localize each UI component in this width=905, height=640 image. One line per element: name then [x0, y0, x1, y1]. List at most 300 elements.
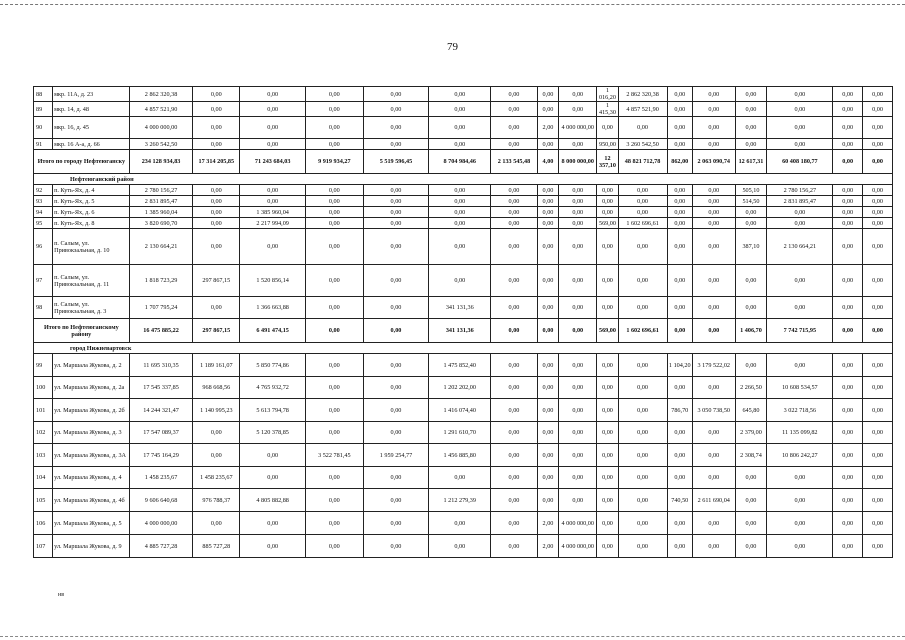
value-cell: 569,00 [597, 218, 618, 229]
table-row [34, 196, 893, 207]
address-cell: ул. Маршала Жукова, д. 3 [53, 422, 130, 444]
total-value-cell: 12 617,31 [735, 150, 767, 174]
page-number: 79 [447, 41, 458, 53]
value-cell: 0,00 [240, 117, 306, 139]
value-cell: 0,00 [537, 377, 558, 399]
total-label-cell: Итого по Нефтеюганскому району [34, 319, 130, 343]
value-cell: 0,00 [193, 218, 240, 229]
value-cell: 3 260 542,50 [129, 139, 193, 150]
value-cell: 0,00 [491, 489, 538, 512]
value-cell: 0,00 [833, 354, 863, 377]
address-cell: мкр. 11А, д. 23 [53, 87, 130, 102]
value-cell: 0,00 [193, 512, 240, 535]
value-cell: 0,00 [240, 444, 306, 467]
value-cell: 1 385 960,04 [240, 207, 306, 218]
value-cell: 0,00 [767, 467, 833, 489]
value-cell: 0,00 [693, 117, 736, 139]
value-cell: 0,00 [491, 218, 538, 229]
value-cell: 0,00 [537, 87, 558, 102]
value-cell: 4 000 000,00 [559, 535, 597, 558]
value-cell: 0,00 [491, 512, 538, 535]
address-cell: п. Куть-Ях, д. 4 [53, 185, 130, 196]
table-row [34, 444, 893, 467]
value-cell: 0,00 [667, 512, 693, 535]
value-cell: 0,00 [429, 139, 491, 150]
total-label-cell: Итого по городу Нефтеюганску [34, 150, 130, 174]
address-cell: п. Салым, ул. Привокзальная, д. 11 [53, 265, 130, 297]
value-cell: 0,00 [363, 87, 429, 102]
total-value-cell: 6 491 474,15 [240, 319, 306, 343]
value-cell: 0,00 [491, 297, 538, 319]
value-cell: 0,00 [735, 117, 767, 139]
value-cell: 0,00 [559, 399, 597, 422]
value-cell: 0,00 [193, 102, 240, 117]
value-cell: 0,00 [491, 265, 538, 297]
address-cell: п. Куть-Ях, д. 5 [53, 196, 130, 207]
value-cell: 0,00 [833, 185, 863, 196]
total-row [34, 150, 893, 174]
value-cell: 17 545 337,85 [129, 377, 193, 399]
address-cell: ул. Маршала Жукова, д. 4 [53, 467, 130, 489]
value-cell: 0,00 [491, 185, 538, 196]
value-cell: 0,00 [363, 467, 429, 489]
value-cell: 0,00 [429, 196, 491, 207]
value-cell: 0,00 [667, 422, 693, 444]
total-value-cell: 7 742 715,95 [767, 319, 833, 343]
value-cell: 0,00 [735, 535, 767, 558]
value-cell: 0,00 [833, 102, 863, 117]
value-cell: 2 611 690,04 [693, 489, 736, 512]
value-cell: 0,00 [363, 422, 429, 444]
value-cell: 0,00 [306, 185, 363, 196]
value-cell: 0,00 [833, 196, 863, 207]
value-cell: 0,00 [306, 265, 363, 297]
value-cell: 14 244 321,47 [129, 399, 193, 422]
value-cell: 0,00 [618, 377, 667, 399]
value-cell: 0,00 [491, 467, 538, 489]
table-row [34, 207, 893, 218]
value-cell: 0,00 [667, 185, 693, 196]
address-cell: п. Куть-Ях, д. 6 [53, 207, 130, 218]
value-cell: 0,00 [863, 185, 893, 196]
value-cell: 2,00 [537, 535, 558, 558]
total-value-cell: 0,00 [306, 319, 363, 343]
value-cell: 0,00 [559, 489, 597, 512]
value-cell: 0,00 [693, 512, 736, 535]
row-number-cell: 94 [34, 207, 53, 218]
value-cell: 0,00 [537, 422, 558, 444]
total-row [34, 319, 893, 343]
value-cell: 0,00 [491, 207, 538, 218]
value-cell: 0,00 [559, 229, 597, 265]
total-value-cell: 0,00 [833, 319, 863, 343]
value-cell: 0,00 [735, 218, 767, 229]
row-number-cell: 99 [34, 354, 53, 377]
table-row [34, 102, 893, 117]
value-cell: 0,00 [240, 185, 306, 196]
value-cell: 3 022 718,56 [767, 399, 833, 422]
value-cell: 0,00 [735, 207, 767, 218]
value-cell: 4 000 000,00 [129, 117, 193, 139]
value-cell: 0,00 [863, 87, 893, 102]
row-number-cell: 106 [34, 512, 53, 535]
value-cell: 0,00 [240, 87, 306, 102]
value-cell: 1 104,20 [667, 354, 693, 377]
total-value-cell: 17 314 205,85 [193, 150, 240, 174]
value-cell: 2 831 895,47 [767, 196, 833, 207]
value-cell: 0,00 [735, 87, 767, 102]
value-cell: 11 135 099,82 [767, 422, 833, 444]
value-cell: 0,00 [559, 139, 597, 150]
value-cell: 0,00 [667, 535, 693, 558]
value-cell: 2 780 156,27 [129, 185, 193, 196]
value-cell: 0,00 [863, 377, 893, 399]
value-cell: 1 458 235,67 [129, 467, 193, 489]
value-cell: 0,00 [193, 139, 240, 150]
value-cell: 0,00 [767, 512, 833, 535]
table-row [34, 399, 893, 422]
value-cell: 0,00 [193, 87, 240, 102]
value-cell: 0,00 [306, 196, 363, 207]
value-cell: 0,00 [833, 117, 863, 139]
value-cell: 2 130 664,21 [129, 229, 193, 265]
row-number-cell: 93 [34, 196, 53, 207]
value-cell: 4 000 000,00 [129, 512, 193, 535]
row-number-cell: 90 [34, 117, 53, 139]
value-cell: 0,00 [735, 139, 767, 150]
value-cell: 1 818 723,29 [129, 265, 193, 297]
value-cell: 0,00 [429, 207, 491, 218]
value-cell: 1 212 279,39 [429, 489, 491, 512]
row-number-cell: 98 [34, 297, 53, 319]
value-cell: 0,00 [693, 377, 736, 399]
total-value-cell: 12 357,10 [597, 150, 618, 174]
value-cell: 0,00 [767, 117, 833, 139]
total-value-cell: 341 131,36 [429, 319, 491, 343]
row-number-cell: 91 [34, 139, 53, 150]
value-cell: 1 385 960,04 [129, 207, 193, 218]
value-cell: 0,00 [693, 139, 736, 150]
value-cell: 0,00 [667, 297, 693, 319]
value-cell: 0,00 [693, 422, 736, 444]
value-cell: 0,00 [363, 399, 429, 422]
row-number-cell: 101 [34, 399, 53, 422]
value-cell: 0,00 [491, 399, 538, 422]
value-cell: 0,00 [363, 218, 429, 229]
total-value-cell: 297 867,15 [193, 319, 240, 343]
table-row [34, 512, 893, 535]
section-header-row [34, 343, 893, 354]
value-cell: 0,00 [618, 196, 667, 207]
value-cell: 0,00 [618, 185, 667, 196]
value-cell: 0,00 [537, 207, 558, 218]
total-value-cell: 1 602 696,61 [618, 319, 667, 343]
value-cell: 0,00 [693, 102, 736, 117]
value-cell: 0,00 [306, 102, 363, 117]
value-cell: 0,00 [767, 207, 833, 218]
value-cell: 0,00 [667, 117, 693, 139]
value-cell: 0,00 [559, 265, 597, 297]
address-cell: ул. Маршала Жукова, д. 2 [53, 354, 130, 377]
total-value-cell: 16 475 885,22 [129, 319, 193, 343]
value-cell: 2 266,50 [735, 377, 767, 399]
value-cell: 0,00 [693, 207, 736, 218]
table-row [34, 422, 893, 444]
value-cell: 5 850 774,86 [240, 354, 306, 377]
value-cell: 0,00 [735, 297, 767, 319]
value-cell: 0,00 [693, 196, 736, 207]
value-cell: 2,00 [537, 512, 558, 535]
value-cell: 0,00 [193, 207, 240, 218]
value-cell: 3 179 522,02 [693, 354, 736, 377]
value-cell: 0,00 [559, 102, 597, 117]
value-cell: 11 695 310,35 [129, 354, 193, 377]
value-cell: 0,00 [363, 229, 429, 265]
value-cell: 0,00 [537, 196, 558, 207]
value-cell: 4 857 521,90 [618, 102, 667, 117]
row-number-cell: 103 [34, 444, 53, 467]
value-cell: 0,00 [863, 196, 893, 207]
value-cell: 885 727,28 [193, 535, 240, 558]
value-cell: 0,00 [767, 139, 833, 150]
value-cell: 0,00 [363, 117, 429, 139]
address-cell: п. Куть-Ях, д. 8 [53, 218, 130, 229]
value-cell: 976 788,37 [193, 489, 240, 512]
value-cell: 0,00 [767, 102, 833, 117]
table-row [34, 535, 893, 558]
table-row [34, 297, 893, 319]
value-cell: 0,00 [667, 102, 693, 117]
value-cell: 0,00 [618, 117, 667, 139]
value-cell: 0,00 [863, 265, 893, 297]
value-cell: 10 608 534,57 [767, 377, 833, 399]
scan-edge-bottom [0, 636, 905, 638]
value-cell: 0,00 [537, 354, 558, 377]
value-cell: 0,00 [429, 185, 491, 196]
value-cell: 0,00 [863, 218, 893, 229]
value-cell: 0,00 [491, 196, 538, 207]
address-cell: ул. Маршала Жукова, д. 4б [53, 489, 130, 512]
scan-edge-top [0, 4, 905, 6]
value-cell: 0,00 [306, 399, 363, 422]
value-cell: 0,00 [833, 512, 863, 535]
value-cell: 0,00 [491, 229, 538, 265]
value-cell: 0,00 [306, 117, 363, 139]
value-cell: 0,00 [863, 117, 893, 139]
total-value-cell: 0,00 [559, 319, 597, 343]
value-cell: 0,00 [491, 354, 538, 377]
value-cell: 1 291 610,70 [429, 422, 491, 444]
value-cell: 1 416 074,40 [429, 399, 491, 422]
value-cell: 0,00 [363, 354, 429, 377]
value-cell: 968 668,56 [193, 377, 240, 399]
table-row [34, 489, 893, 512]
value-cell: 0,00 [597, 512, 618, 535]
value-cell: 0,00 [537, 489, 558, 512]
total-value-cell: 2 133 545,48 [491, 150, 538, 174]
value-cell: 0,00 [833, 218, 863, 229]
row-number-cell: 97 [34, 265, 53, 297]
value-cell: 0,00 [559, 218, 597, 229]
value-cell: 0,00 [429, 218, 491, 229]
value-cell: 0,00 [306, 354, 363, 377]
total-value-cell: 48 821 712,78 [618, 150, 667, 174]
value-cell: 0,00 [833, 139, 863, 150]
value-cell: 0,00 [618, 512, 667, 535]
value-cell: 0,00 [363, 489, 429, 512]
value-cell: 0,00 [240, 102, 306, 117]
value-cell: 0,00 [667, 467, 693, 489]
row-number-cell: 107 [34, 535, 53, 558]
table-row [34, 229, 893, 265]
value-cell: 0,00 [693, 444, 736, 467]
value-cell: 0,00 [597, 489, 618, 512]
value-cell: 0,00 [833, 377, 863, 399]
value-cell: 0,00 [597, 229, 618, 265]
address-cell: п. Салым, ул. Привокзальная, д. 3 [53, 297, 130, 319]
value-cell: 297 867,15 [193, 265, 240, 297]
value-cell: 0,00 [306, 139, 363, 150]
value-cell: 9 606 640,68 [129, 489, 193, 512]
value-cell: 0,00 [735, 102, 767, 117]
value-cell: 0,00 [767, 218, 833, 229]
value-cell: 0,00 [693, 229, 736, 265]
address-cell: ул. Маршала Жукова, д. 3А [53, 444, 130, 467]
value-cell: 341 131,36 [429, 297, 491, 319]
value-cell: 1 520 856,14 [240, 265, 306, 297]
value-cell: 3 820 690,70 [129, 218, 193, 229]
value-cell: 0,00 [735, 265, 767, 297]
value-cell: 3 260 542,50 [618, 139, 667, 150]
value-cell: 0,00 [537, 265, 558, 297]
address-cell: ул. Маршала Жукова, д. 2а [53, 377, 130, 399]
value-cell: 0,00 [363, 185, 429, 196]
total-value-cell: 5 519 596,45 [363, 150, 429, 174]
value-cell: 17 745 164,29 [129, 444, 193, 467]
value-cell: 2 780 156,27 [767, 185, 833, 196]
value-cell: 0,00 [363, 512, 429, 535]
value-cell: 0,00 [618, 422, 667, 444]
value-cell: 0,00 [429, 535, 491, 558]
section-header-row [34, 174, 893, 185]
value-cell: 0,00 [618, 467, 667, 489]
value-cell: 0,00 [306, 297, 363, 319]
value-cell: 1 202 202,00 [429, 377, 491, 399]
address-cell: ул. Маршала Жукова, д. 5 [53, 512, 130, 535]
value-cell: 0,00 [667, 87, 693, 102]
value-cell: 0,00 [491, 377, 538, 399]
value-cell: 4 000 000,00 [559, 512, 597, 535]
value-cell: 4 805 882,88 [240, 489, 306, 512]
value-cell: 0,00 [833, 399, 863, 422]
value-cell: 17 547 089,37 [129, 422, 193, 444]
table-row [34, 354, 893, 377]
value-cell: 0,00 [597, 207, 618, 218]
table-row [34, 467, 893, 489]
value-cell: 1 016,20 [597, 87, 618, 102]
value-cell: 0,00 [306, 422, 363, 444]
value-cell: 0,00 [306, 489, 363, 512]
value-cell: 0,00 [363, 139, 429, 150]
value-cell: 0,00 [537, 102, 558, 117]
row-number-cell: 104 [34, 467, 53, 489]
row-number-cell: 96 [34, 229, 53, 265]
value-cell: 0,00 [618, 297, 667, 319]
value-cell: 0,00 [597, 422, 618, 444]
row-number-cell: 92 [34, 185, 53, 196]
total-value-cell: 0,00 [537, 319, 558, 343]
total-value-cell: 2 063 090,74 [693, 150, 736, 174]
row-number-cell: 100 [34, 377, 53, 399]
value-cell: 0,00 [833, 87, 863, 102]
address-cell: ул. Маршала Жукова, д. 2б [53, 399, 130, 422]
value-cell: 1 366 663,88 [240, 297, 306, 319]
value-cell: 0,00 [559, 297, 597, 319]
value-cell: 0,00 [491, 444, 538, 467]
row-number-cell: 102 [34, 422, 53, 444]
section-title: город Нижневартовск [34, 343, 893, 354]
value-cell: 0,00 [363, 377, 429, 399]
value-cell: 2 308,74 [735, 444, 767, 467]
value-cell: 0,00 [693, 218, 736, 229]
value-cell: 0,00 [863, 139, 893, 150]
value-cell: 0,00 [767, 354, 833, 377]
value-cell: 0,00 [833, 265, 863, 297]
value-cell: 0,00 [597, 535, 618, 558]
row-number-cell: 88 [34, 87, 53, 102]
value-cell: 0,00 [667, 377, 693, 399]
value-cell: 0,00 [597, 444, 618, 467]
value-cell: 0,00 [767, 87, 833, 102]
value-cell: 0,00 [193, 117, 240, 139]
value-cell: 0,00 [735, 354, 767, 377]
value-cell: 0,00 [559, 444, 597, 467]
value-cell: 0,00 [618, 399, 667, 422]
value-cell: 0,00 [559, 207, 597, 218]
value-cell: 0,00 [559, 185, 597, 196]
value-cell: 0,00 [863, 467, 893, 489]
value-cell: 0,00 [833, 467, 863, 489]
value-cell: 0,00 [429, 512, 491, 535]
value-cell: 0,00 [833, 444, 863, 467]
value-cell: 1 456 885,80 [429, 444, 491, 467]
value-cell: 0,00 [240, 512, 306, 535]
value-cell: 740,50 [667, 489, 693, 512]
value-cell: 0,00 [537, 444, 558, 467]
value-cell: 4 857 521,90 [129, 102, 193, 117]
value-cell: 0,00 [693, 265, 736, 297]
value-cell: 0,00 [693, 87, 736, 102]
value-cell: 0,00 [863, 354, 893, 377]
value-cell: 2,00 [537, 117, 558, 139]
value-cell: 0,00 [240, 229, 306, 265]
value-cell: 10 806 242,27 [767, 444, 833, 467]
value-cell: 0,00 [863, 444, 893, 467]
value-cell: 0,00 [863, 489, 893, 512]
value-cell: 0,00 [618, 354, 667, 377]
row-number-cell: 89 [34, 102, 53, 117]
value-cell: 0,00 [767, 297, 833, 319]
address-cell: п. Салым, ул. Привокзальная, д. 10 [53, 229, 130, 265]
value-cell: 514,50 [735, 196, 767, 207]
value-cell: 0,00 [667, 196, 693, 207]
address-cell: ул. Маршала Жукова, д. 9 [53, 535, 130, 558]
value-cell: 0,00 [306, 467, 363, 489]
total-value-cell: 0,00 [863, 319, 893, 343]
value-cell: 0,00 [537, 185, 558, 196]
value-cell: 0,00 [833, 207, 863, 218]
value-cell: 0,00 [306, 207, 363, 218]
